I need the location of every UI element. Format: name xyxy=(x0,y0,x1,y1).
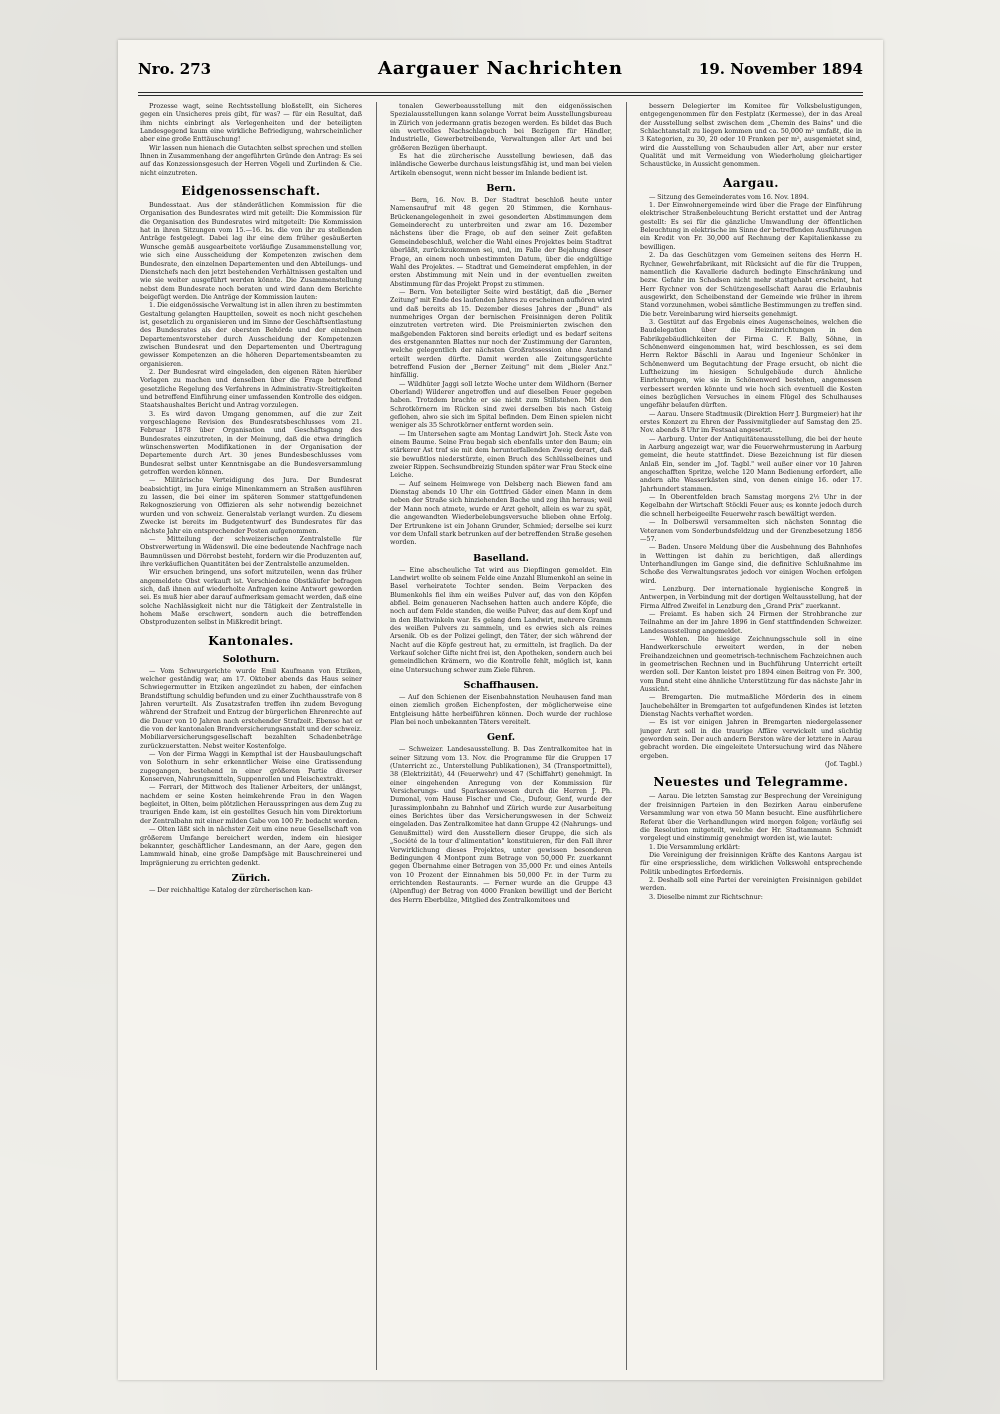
section-heading: Kantonales. xyxy=(208,633,294,648)
masthead-rule-thin xyxy=(138,95,863,96)
article-paragraph: Bundesstaat. Aus der ständerätlichen Kommission für die Organisation des Bundesrates wird mit geteilt: Die Kommission für die Organisation des Bundesrates wird mitgeteilt: Die Kommission hat in ihren Sitzungen vom 15.—16. bs. die von ihr zu stellenden Anträge festgelegt. Dabei lag ihr eine dem früher gesäußerten Wunsche gemäß ausgearbeitete vorläufige Zusammenstellung vor, wie sich eine Ausscheidung der Kompetenzen zwischen dem Bundesrate, den einzelnen Departementen und den Abteilungs- und Dienstchefs nach den jetzt bestehenden Verhältnissen gestalten und wie sie weiter ausgeführt werden könnte. Die Zusammenstellung nebst dem Bundesrate noch beraten und wird dann dem Berichte beigefügt werden. Die Anträge der Kommission lauten: xyxy=(140,201,362,301)
section-heading: Eidgenossenschaft. xyxy=(181,184,321,199)
article-paragraph: 3. Dieselbe nimmt zur Richtschnur: xyxy=(649,892,763,901)
article-paragraph: — Freiamt. Es haben sich 24 Firmen der Strohbranche zur Teilnahme an der im Jahre 1896 in Genf stattfindenden Schweizer. Landesausstellung angemeldet. xyxy=(640,609,862,635)
article-paragraph: — Bremgarten. Die mutmaßliche Mörderin des in einem Jauchebehälter in Bremgarten tot aufgefundenen Kindes ist letzten Dienstag Nachts verhaftet worden. xyxy=(640,693,862,719)
column-2 xyxy=(390,102,612,1370)
article-paragraph: (Jof. Tagbl.) xyxy=(824,760,862,769)
article-paragraph: — Schweizer. Landesausstellung. B. Das Zentralkomitee hat in seiner Sitzung vom 13. Nov. die Programme für die Gruppen 17 (Unterricht zc., Unterstellung Publikationen), 34 (Transportmittel), 38 (Elektrizität), 44 (Feuerwehr) und 47 (Schiffahrt) genehmigt. In einer eingehenden Anregung von der Kommission für Versicherungs- und Sparkassenwesen durch die Herren J. Ph. Dumonal, vom Hause Fischer und Cie., Dufour, Genf, wurde der Jurassimplonbahn zu Bahnhof und Zürich wurde zur Ausarbeitung eines Berichtes über das Versicherungswesen in der Schweiz eingeladen. Das Zentralkomitee hat dann Gruppe 42 (Nahrungs- und Genußmittel) wird den Ausstellern dieser Gruppe, die sich als „Société de la tour d'alimentation" konstituieren, für den Fall ihrer Verwirklichung dieses Projektes, unter gewissen besonderen Bedingungen 4 Montpont zum Betrage von 50,000 Fr. zuerkannt gegen Übernahme einer Betragen von 35,000 Fr. und eines Anteils von 10 Prozent der Einnahmen bis 50,000 Fr. in der Turm zu errichtenden Restaurants. — Ferner wurde an die Gruppe 43 (Alpenflug) der Betrag von 4000 Franken bewilligt und der Bericht des Herrn Eberbülze, Mitglied des Zentralkomitees und xyxy=(390,745,612,904)
article-paragraph: 1. Der Einwohnergemeinde wird über die Frage der Einführung elektrischer Straßenbeleuchtung Bericht erstattet und der Antrag gestellt: Es sei für die gänzliche Umwandlung der öffentlichen Beleuchtung in elektrische im Sinne der betreffenden Ausführungen ein Kredit von Fr. 30,000 auf Rechnung der Kapitalienkasse zu bewilligen. xyxy=(640,201,862,251)
article-paragraph: — Es ist vor einigen Jahren in Bremgarten niedergelassener junger Arzt soll in die traurige Affäre verwickelt und süchtig geworden sein. Der auch andern Berston wäre der letztere in Aarau gebracht worden. Die eingeleitete Untersuchung wird das Nähere ergeben. xyxy=(640,718,862,760)
article-paragraph: — Aarau. Die letzten Samstag zur Besprechung der Vereinigung der freisinnigen Parteien in den Bezirken Aarau einberufene Versammlung war von etwa 50 Mann besucht. Eine ausführlichere Referat über die Verhandlungen wird morgen folgen; vorläufig sei die Resolution mitgeteilt, welche der Hr. Stadtammann Schmidt vorgelegt und einstimmig genehmigt worden ist, wie lautet: xyxy=(640,792,862,843)
subsection-heading: Bern. xyxy=(486,183,516,195)
column-3 xyxy=(640,102,862,1370)
article-paragraph: 2. Der Bundesrat wird eingeladen, den eigenen Räten hierüber Vorlagen zu machen und denselben über die Frage betreffend gesetzliche Regelung des Verfahrens in Administrativ-Streitigkeiten und betreffend Einführung einer umfassenden Kontrolle des eidgen. Staatshaushaltes Bericht und Antrag vorzulegen. xyxy=(140,367,362,410)
subsection-heading: Schaffhausen. xyxy=(463,680,539,691)
article-paragraph: Die Vereinigung der freisinnigen Kräfte des Kantons Aargau ist für eine erspriessliche, dem wirklichen Volkswohl entsprechende Politik unbedingtes Erfordernis. xyxy=(640,850,862,876)
article-paragraph: — Militärische Verteidigung des Jura. Der Bundesrat beabsichtigt, im Jura einige Minenkammern an Straßen ausführen zu lassen, die bei einer im späteren Sommer stattgefundenen Rekognoszierung von Offizieren als sehr notwendig bezeichnet wurden und von schweiz. Generalstab verlangt wurden. Zu diesem Zwecke ist bereits im Budgetentwurf des Bundesrates für das nächste Jahr ein entsprechender Posten aufgenommen. xyxy=(140,476,362,535)
article-paragraph: — Auf seinem Heimwege von Delsberg nach Biewen fand am Dienstag abends 10 Uhr ein Gottfried Gäder einen Mann in dem neben der Straße sich hinziehenden Bache und zog ihn heraus; weil der Mann noch atmete, wurde er Arzt geholt, allein es war zu spät, die angewandten Wiederbelebungsversuche blieben ohne Erfolg. Der Ertrunkene ist ein Johann Grunder, Schmied; derselbe sei kurz vor dem Unfall stark betrunken auf der betreffenden Straße gesehen worden. xyxy=(390,479,612,547)
article-paragraph: Es hat die zürcherische Ausstellung bewiesen, daß das inländische Gewerbe durchaus leistungsfähig ist, und man bei vielen Artikeln ebensogut, wenn nicht besser im Inlande bedient ist. xyxy=(390,152,612,177)
article-paragraph: 3. Es wird davon Umgang genommen, auf die zur Zeit vorgeschlagene Revision des Bundesratsbeschlusses vom 21. Februar 1878 über Organisation und Geschäftsgang des Bundesrates einzutreten, in der Meinung, daß die etwa dringlich wünschenswerten Modifikationen in der Organisation der Departemente durch Art. 30 jenes Bundesbeschlusses vom Bundesrat selbst unter Kenntnisgabe an die Bundesversammlung getroffen werden können. xyxy=(140,409,362,477)
article-paragraph: — Baden. Unsere Meldung über die Ausbehnung des Bahnhofes in Wettingen ist dahin zu berichtigen, daß allerdings Unterhandlungen im Gange sind, die definitive Schlußnahme im Schoße des Verwaltungsrates jedoch vor einigen Wochen erfolgen wird. xyxy=(640,543,862,585)
subsection-heading: Solothurn. xyxy=(222,653,280,665)
article-paragraph: — Wohlen. Die hiesige Zeichnungsschule soll in eine Handwerkerschule erweitert werden, in der neben Freihandzeichnen und geometrisch-technischem Fachzeichnen auch in geometrischen Rechnen und in Buchführung Unterricht erteilt werden soll. Der Kanton leistet pro 1894 einen Beitrag von Fr. 300, vom Bund steht eine ähnliche Unterstützung für das nächste Jahr in Aussicht. xyxy=(640,634,862,694)
article-paragraph: bessern Delegierter im Komitee für Volksbelustigungen, entgegengenommen für den Festplatz (Kermesse), der in das Areal der Ausstellung selbst zwischen dem „Chemin des Bains" und die Schlachtanstalt zu liegen kommen und ca. 50,000 m² umfaßt, die in 3 Kategorien, zu 30, 20 oder 10 Franken per m², ausgemietet sind, wird die Ausstellung von Schaubuden aller Art, aber nur erster Qualität und mit Vermeidung von Wiederholung gleichartiger Schaustücke, in Aussicht genommen. xyxy=(640,102,862,169)
article-paragraph: — Auf den Schienen der Eisenbahnstation Neuhausen fand man einen ziemlich großen Eichenpfosten, der möglicherweise eine Entgleisung hätte herbeiführen können. Doch wurde der ruchlose Plan bei noch unbekannten Täters vereitelt. xyxy=(390,693,612,727)
article-paragraph: — Lenzburg. Der internationale hygienische Kongreß in Antwerpen, in Verbindung mit der dortigen Weltausstellung, hat der Firma Alfred Zweifel in Lenzburg den „Grand Prix" zuerkannt. xyxy=(640,584,862,610)
article-paragraph: — Wildhüter Jaggi soll letzte Woche unter dem Wildhorn (Berner Oberland) Wilderer angetroffen und auf dieselben Feuer gegeben haben. Trotzdem brachte er sie nicht zum Stillstehen. Mit den Schrotkörnern im Rücken sind zwei derselben bis nach Gsteig geflohen, alwo sie sich im Spital befinden. Dem Einen spielen nicht weniger als 35 Schrotkörner entfernt worden sein. xyxy=(390,379,612,430)
article-paragraph: 2. Deshalb soll eine Partei der vereinigten Freisinnigen gebildet werden. xyxy=(640,875,862,893)
article-paragraph: — Sitzung des Gemeinderates vom 16. Nov. 1894. xyxy=(649,192,809,201)
masthead-rule xyxy=(138,92,863,93)
article-paragraph: — Mitteilung der schweizerischen Zentralstelle für Obstverwertung in Wädenswil. Die eine bedeutende Nachfrage nach Baumnüssen und Dörrobst besteht, fordern wir die Produzenten auf, ihre verkäuflichen Quantitäten bei der Zentralstelle anzumelden. xyxy=(140,534,362,568)
article-columns xyxy=(140,102,862,1370)
article-paragraph: 2. Da das Geschützgen vom Gemeinen seitens des Herrn H. Rychner, Gewehrfabrikant, mit Rücksicht auf die für die Truppen, namentlich die Kavallerie dadurch bedingte Einschränkung und bezw. Gefahr im Schadsen nicht mehr stattgehabt erscheint, hat Herr Rychner von der Schützengesellschaft Aarau die Erlaubnis ausgewirkt, den Scheibenstand der Gemeinde wie früher in ihrem Stand vorzunehmen, wobei sämtliche Bestimmungen zu treffen sind. Die betr. Vereinbarung wird hierseits genehmigt. xyxy=(640,251,862,318)
article-paragraph: — Olten läßt sich in nächster Zeit um eine neue Gesellschaft von größerem Umfange bereichert werden, indem ein hiesiger bekannter, geschäftlicher Landesmann, an der Aare, gegen den Lammwald hinab, eine große Dampfsäge mit Bauschreinerei und Imprägnierung zu errichten gedenkt. xyxy=(140,825,362,867)
column-divider-1 xyxy=(376,102,377,1370)
section-heading: Aargau. xyxy=(723,175,779,190)
subsection-heading: Genf. xyxy=(486,732,516,744)
article-paragraph: Wir ersuchen bringend, uns sofort mitzuteilen, wenn das früher angemeldete Obst verkauft ist. Verschiedene Obstkäufer befragen sich, daß ihnen auf wiederholte Anfragen keine Antwort geworden sei. Es muß hier aber darauf aufmerksam gemacht werden, daß eine solche Nachlässigkeit nicht nur die Tätigkeit der Zentralstelle in hohem Maße erschwert, sondern auch die betreffenden Obstproduzenten selbst in Mißkredit bringt. xyxy=(140,568,362,627)
article-paragraph: — Eine abscheuliche Tat wird aus Diepflingen gemeldet. Ein Landwirt wollte ob seinem Felde eine Anzahl Blumenkohl an seine in Basel verheiratete Tochter senden. Beim Verpacken des Blumenkohls fiel ihm ein weißes Pulver auf, das von den Köpfen abfiel. Beim genaueren Nachsehen hatten auch andere Köpfe, die noch auf dem Felde standen, die weiße Pulver, das auf dem Kopf und in den Blattwinkeln war. Es gelang dem Landwirt, mehrere Gramm des weißen Pulvers zu sammeln, und es erwies sich als reines Arsenik. Ob es der Polizei gelingt, den Täter, der sich während der Nacht auf die Köpfe gestreut hat, zu ermitteln, ist fraglich. Da der Verkauf solcher Gifte nicht frei ist, den Apotheken, sondern auch bei gemeindlichen Krämern, wo die Kontrolle fehlt, möglich ist, kann eine Untersuchung schwer zum Ziele führen. xyxy=(390,565,612,674)
article-paragraph: tonalen Gewerbeausstellung mit den eidgenössischen Spezialausstellungen kann solange Vorrat beim Ausstellungsbureau in Zürich von jedermann gratis bezogen werden. Es bildet das Buch ein wertvolles Nachschlagebuch bei Bezügen für Händler, Industrielle, Gewerbetreibende, Verwaltungen aller Art und bei größeren Bezügen überhaupt. xyxy=(390,102,612,152)
subsection-heading: Zürich. xyxy=(231,872,271,884)
article-paragraph: Prozesse wagt, seine Rechtsstellung bloßstellt, ein Sicheres gegen ein Unsicheres preis gibt, für was? — für ein Resultat, daß ihm nichts einbringt als Verlegenheiten und der beteiligten Landesgegend kaum eine wirkliche Befriedigung, wahrscheinlicher aber eine große Enttäuschung! xyxy=(140,102,362,144)
issue-number: Nro. 273 xyxy=(138,60,212,78)
subsection-heading: Baselland. xyxy=(473,552,529,564)
article-paragraph: — Von der Firma Waggi in Kempthal ist der Hausbaulungschaft von Solothurn in sehr erkenntlicher Weise eine Gratissendung zugegangen, bestehend in einer größeren Partie diverser Konserven, Nahrungsmitteln, Suppenrollen und Fleischextrakt. xyxy=(140,750,362,784)
masthead xyxy=(138,56,863,92)
article-paragraph: — Bern, 16. Nov. B. Der Stadtrat beschloß heute unter Namensaufruf mit 48 gegen 20 Stimmen, die Kornhaus-Brückenangelegenheit in zwei gesonderten Abstimmungen dem Gemeinderecht zu unterbreiten und zwar am 16. Dezember nächstens über die Frage, ob auf den seiner Zeit gefaßten Gemeindebeschluß, welcher die Wahl eines Projektes beim Stadtrat überläßt, zurückzukommen sei, und, im Falle der Bejahung dieser Frage, an einem noch unbestimmten Datum, über die endgültige Wahl des Projektes. — Stadtrat und Gemeinderat empfehlen, in der ersten Abstimmung mit Nein und in der eventuellen zweiten Abstimmung für das Projekt Propst zu stimmen. xyxy=(390,196,612,288)
column-divider-2 xyxy=(626,102,627,1370)
newspaper-title: Aargauer Nachrichten xyxy=(377,58,624,79)
article-paragraph: — Aarau. Unsere Stadtmusik (Direktion Herr J. Burgmeier) hat ihr erstes Konzert zu Ehren der Passivmitglieder auf Samstag den 25. Nov. abends 8 Uhr im Festsaal angesetzt. xyxy=(640,409,862,435)
article-paragraph: — In Oberentfelden brach Samstag morgens 2½ Uhr in der Kegelbahn der Wirtschaft Stöckli Feuer aus; es konnte jedoch durch die schnell herbeigeeilte Feuerwehr rasch bewältigt werden. xyxy=(640,493,862,518)
article-paragraph: — Vom Schwurgerichte wurde Emil Kaufmann von Etziken, welcher geständig war, am 17. Oktober abends das Haus seiner Schwiegermutter in Etziken angezündet zu haben, der einfachen Brandstiftung schuldig befunden und zu einer Zuchthausstrafe von 8 Jahren verurteilt. Als Zusatzstrafen treffen ihn zudem Bevogung während der Strafzeit und Entzug der bürgerlichen Ehrenrechte auf die Dauer von 10 Jahren nach erstehender Strafzeit. Ebenso hat er die von der kantonalen Brandversicherungsanstalt und der schweiz. Mobiliarversicherungsgesellschaft bezahlten Schadenbeträge zurückzuerstatten. Nebst weiter Kostenfolge. xyxy=(140,666,362,750)
article-paragraph: — Bern. Von beteiligter Seite wird bestätigt, daß die „Berner Zeitung" mit Ende des laufenden Jahres zu erscheinen aufhören wird und daß bereits ab 15. Dezember dieses Jahres der „Bund" als nunmehriges Organ der bernischen Freisinnigen deren Politik einzutreten vertreten wird. Die Preisminierten zwischen den maßgebenden Faktoren sind bereits erledigt und es bedarf seitens des erstgenannten Blattes nur noch der Zustimmung der Garanten, welche gelegentlich der nächsten Großratssession ohne Anstand erteilt werden dürfte. Damit werden alle Zeitungsgerüchte betreffend Fusion der „Berner Zeitung" mit dem „Bieler Anz." hinfällig. xyxy=(390,287,612,380)
issue-date: 19. November 1894 xyxy=(698,60,863,78)
article-paragraph: Wir lassen nun hienach die Gutachten selbst sprechen und stellen Ihnen in Zusammenhang der angeführten Gründe den Antrag: Es sei auf das Konzessionsgesuch der Herren Vögeli und Zurlinden & Cie. nicht einzutreten. xyxy=(140,143,362,177)
article-paragraph: 3. Gestützt auf das Ergebnis eines Augenscheines, welchen die Baudelegation über die Heizeinrichtungen in den Fabrikgebäudlichkeiten der Firma C. F. Bally, Söhne, in Schönenwerd eingenommen hat, wird beschlossen, es sei dem Herrn Rektor Bäschli in Aarau und Ingenieur Schönker in Schönenwerd um Begutachtung der Frage ersucht, ob nicht die Luftheizung im hiesigen Schulgebäude durch ähnliche Einrichtungen, wie sie in Schönenwerd bestehen, angemessen verbessert werden könnte und wie hoch sich eventuell die Kosten eines bezüglichen Versuches in einem Flügel des Schulhauses ungefähr belaufen dürften. xyxy=(640,317,862,410)
article-paragraph: — Aarburg. Unter der Antiquitätenausstellung, die bei der heute in Aarburg angezeigt war, war die Feuerwehrmusterung in Aarburg gemeint, die heute stattfindet. Diese Bezeichnung ist für diesen Anlaß Ein, sender im „Jof. Tagbl." weil außer einer vor 10 Jahren angeschafften Spritze, welche 120 Mann Bedienung erfordert, alle andern alte Wasserkästen sind, von denen einige 16. oder 17. Jahrhundert stammen. xyxy=(640,434,862,493)
article-paragraph: 1. Die Versammlung erklärt: xyxy=(649,842,741,851)
article-paragraph: 1. Die eidgenössische Verwaltung ist in allen ihren zu bestimmten Gestaltung gelangten Hauptteilen, soweit es noch nicht geschehen ist, gesetzlich zu organisieren und im Sinne der Geschäftsentlastung des Bundesrates als der obersten Behörde und der einzelnen Departementsvorsteher durch Ausscheidung der Kompetenzen zwischen Bundesrat und den Departementen und Übertragung gewisser Kompetenzen an die höheren Departementsbeamten zu organisieren. xyxy=(140,301,362,368)
section-heading: Neuestes und Telegramme. xyxy=(653,775,849,790)
article-paragraph: — In Dolberswil versammelten sich nächsten Sonntag die Veteranen vom Sonderbundsfeldzug und der Grenzbesetzung 1856—57. xyxy=(640,518,862,543)
article-paragraph: — Der reichhaltige Katalog der zürcherischen kan- xyxy=(149,885,313,894)
article-paragraph: — Ferrari, der Mittwoch des Italiener Arbeiters, der unlängst, nachdem er seine Kosten heimkehrende Frau in den Wagen begleitet, in Olten, beim plötzlichen Herausspringen aus dem Zug zu traurigen Ende kam, ist ein gestelltes Gesuch hin vom Direktorium der Zentralbahn mit einer milden Gabe von 100 Fr. bedacht worden. xyxy=(140,783,362,825)
column-1 xyxy=(140,102,362,1370)
article-paragraph: — Im Untersehen sagte am Montag Landwirt Joh. Steck Äste von einem Baume. Seine Frau begab sich ebenfalls unter den Baum; ein stärkerer Ast traf sie mit dem herunterfallenden Zweig derart, daß sie bewußtlos niederstürzte, einen Bruch des Schlüsselbeines und zweier Rippen. Sechsundbreizig Stunden später war Frau Steck eine Leiche. xyxy=(390,429,612,480)
